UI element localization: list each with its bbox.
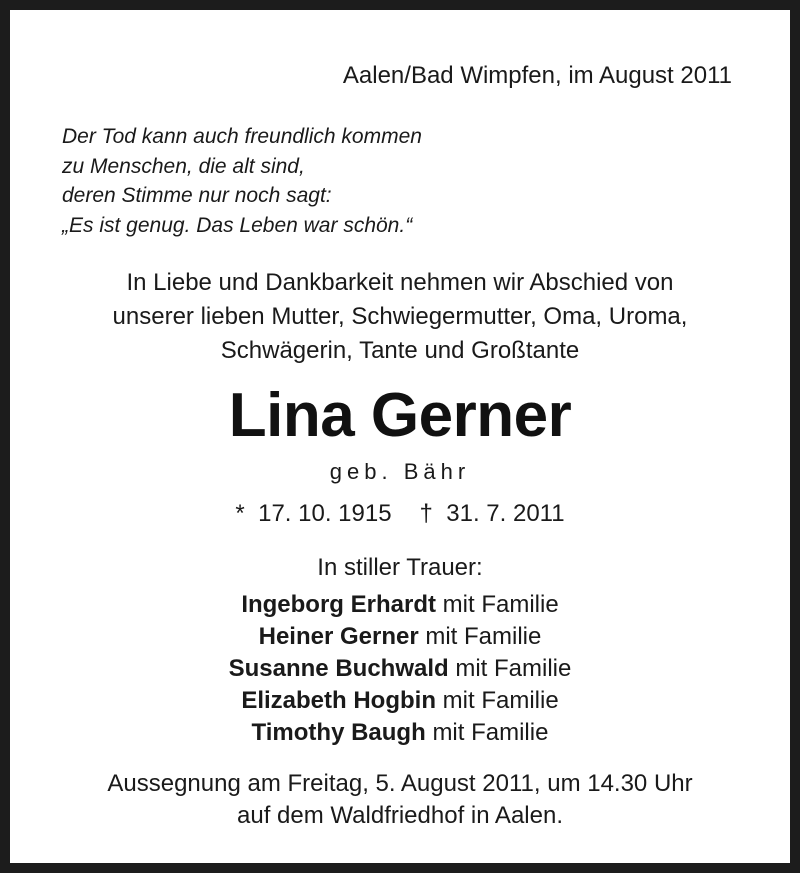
birth-date: 17. 10. 1915 [258, 500, 392, 527]
mourner-suffix: mit Familie [442, 591, 559, 618]
mourner-suffix: mit Familie [455, 655, 572, 682]
intro-line: Schwägerin, Tante und Großtante [220, 337, 580, 364]
mourner-entry [10, 717, 790, 749]
deceased-name: Lina Gerner [228, 381, 572, 450]
farewell-intro [10, 266, 790, 368]
mourner-suffix: mit Familie [442, 687, 559, 714]
mourner-name: Elizabeth Hogbin [241, 687, 436, 714]
mourner-name: Timothy Baugh [251, 719, 426, 746]
poem-line: deren Stimme nur noch sagt: [62, 184, 332, 207]
death-cross-icon: † [419, 500, 433, 527]
poem-line: „Es ist genug. Das Leben war schön.“ [62, 213, 413, 237]
intro-line: In Liebe und Dankbarkeit nehmen wir Abschied von [126, 269, 674, 296]
funeral-line: auf dem Waldfriedhof in Aalen. [237, 802, 563, 829]
mourner-name: Heiner Gerner [258, 623, 419, 650]
mourner-suffix: mit Familie [432, 719, 549, 746]
place-date: Aalen/Bad Wimpfen, im August 2011 [342, 62, 732, 89]
mourner-name: Ingeborg Erhardt [241, 591, 436, 618]
mourner-name: Susanne Buchwald [228, 655, 449, 682]
funeral-line: Aussegnung am Freitag, 5. August 2011, um 14.30 Uhr [107, 770, 693, 797]
mourner-suffix: mit Familie [425, 623, 542, 650]
death-date: 31. 7. 2011 [446, 500, 565, 527]
birth-name: geb. Bähr [329, 459, 471, 484]
mourner-entry [10, 589, 790, 621]
mourner-entry [10, 653, 790, 685]
intro-line: unserer lieben Mutter, Schwiegermutter, Oma, Uroma, [112, 303, 688, 330]
life-dates [10, 497, 790, 531]
poem-line: Der Tod kann auch freundlich kommen [62, 125, 422, 148]
mourner-list [10, 589, 790, 749]
mourning-heading: In stiller Trauer: [317, 554, 483, 581]
mourner-entry [10, 685, 790, 717]
poem-line: zu Menschen, die alt sind, [62, 154, 305, 178]
funeral-info [10, 768, 790, 832]
mourner-entry [10, 621, 790, 653]
poem [62, 122, 422, 240]
birth-star-icon: * [235, 500, 245, 527]
